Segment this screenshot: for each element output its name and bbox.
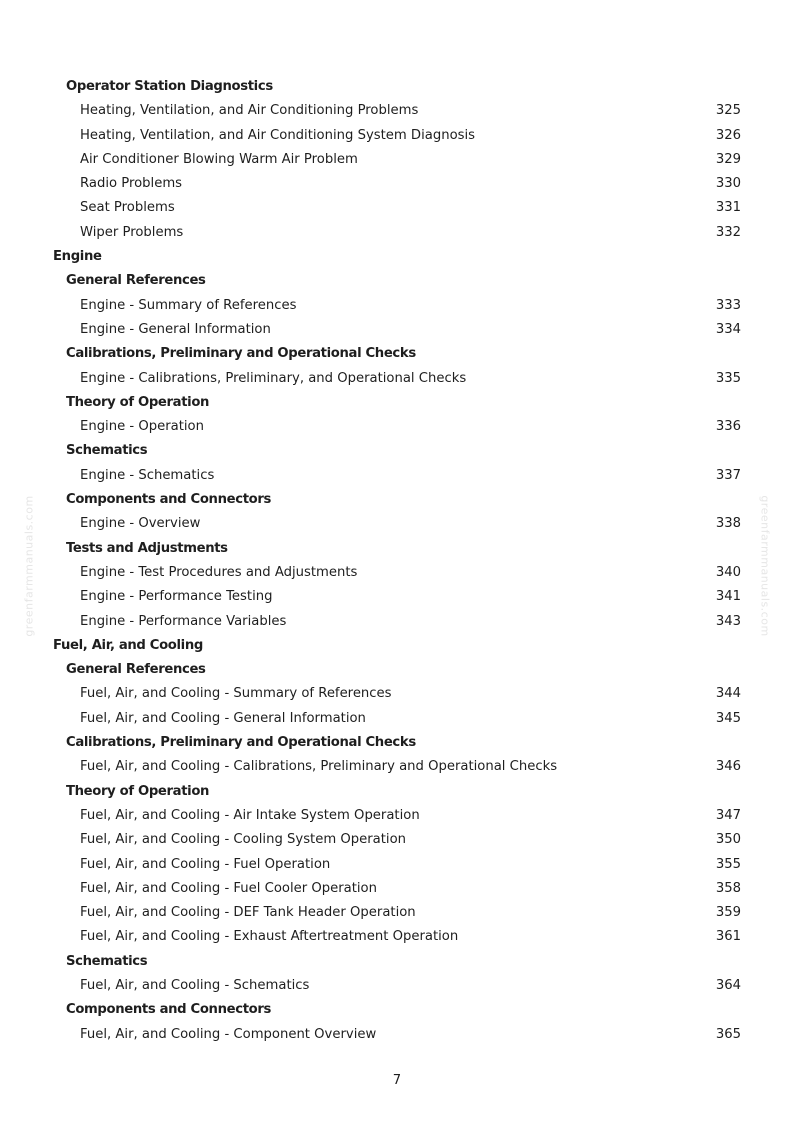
toc-entry[interactable]	[0, 755, 794, 779]
toc-section-heading	[0, 731, 794, 755]
toc-entry[interactable]	[0, 415, 794, 439]
toc-entry-title: Fuel, Air, and Cooling - Cooling System Operation	[80, 832, 407, 848]
toc-entry-page: 336	[715, 419, 741, 435]
watermark-right: greenfarmmanuals.com	[758, 495, 772, 637]
toc-entry-page: 332	[715, 224, 741, 240]
toc-entry-title: Fuel, Air, and Cooling - Schematics	[80, 977, 310, 993]
toc-entry-title: Engine - Performance Testing	[80, 589, 273, 605]
toc-entry[interactable]	[0, 561, 794, 585]
toc-entry-page: 337	[715, 467, 741, 483]
toc-entry-title: Engine	[53, 249, 102, 265]
toc-entry-title: Seat Problems	[80, 200, 175, 216]
toc-section-heading	[0, 488, 794, 512]
toc-entry[interactable]	[0, 828, 794, 852]
toc-entry[interactable]	[0, 853, 794, 877]
toc-entry-page: 345	[715, 710, 741, 726]
toc-chapter-heading	[0, 245, 794, 269]
toc-entry[interactable]	[0, 148, 794, 172]
toc-entry-title: Wiper Problems	[80, 224, 184, 240]
toc-section-heading	[0, 342, 794, 366]
toc-entry-page: 341	[715, 589, 741, 605]
toc-section-heading	[0, 950, 794, 974]
toc-entry-title: Fuel, Air, and Cooling - Exhaust Aftertreatment Operation	[80, 929, 459, 945]
toc-entry-title: Fuel, Air, and Cooling - Fuel Cooler Operation	[80, 880, 377, 896]
toc-entry-title: Fuel, Air, and Cooling - DEF Tank Header Operation	[80, 905, 416, 921]
toc-entry[interactable]	[0, 367, 794, 391]
toc-entry-title: Radio Problems	[80, 176, 183, 192]
toc-entry[interactable]	[0, 925, 794, 949]
toc-entry-page: 331	[715, 200, 741, 216]
toc-entry-title: Engine - Schematics	[80, 467, 215, 483]
toc-entry-page: 359	[715, 905, 741, 921]
toc-entry-title: Air Conditioner Blowing Warm Air Problem	[80, 151, 358, 167]
toc-entry-page: 333	[715, 297, 741, 313]
toc-entry-page: 347	[715, 807, 741, 823]
toc-section-heading	[0, 391, 794, 415]
toc-section-heading	[0, 269, 794, 293]
toc-entry-title: Engine - Summary of References	[80, 297, 297, 313]
toc-entry-title: Schematics	[66, 443, 148, 459]
toc-entry-title: Operator Station Diagnostics	[66, 79, 273, 94]
toc-entry-page: 335	[715, 370, 741, 386]
toc-entry[interactable]	[0, 172, 794, 196]
toc-entry-title: General References	[66, 662, 206, 678]
toc-entry-title: Theory of Operation	[66, 783, 210, 799]
table-of-contents	[0, 75, 794, 1047]
toc-entry-title: Theory of Operation	[66, 394, 210, 410]
toc-section-heading	[0, 780, 794, 804]
toc-entry-title: Calibrations, Preliminary and Operational Checks	[66, 346, 416, 362]
toc-entry[interactable]	[0, 221, 794, 245]
toc-entry-title: Engine - Operation	[80, 419, 204, 435]
toc-entry-title: Components and Connectors	[66, 1002, 272, 1018]
toc-entry[interactable]	[0, 1023, 794, 1047]
toc-entry-page: 325	[715, 103, 741, 119]
toc-entry[interactable]	[0, 99, 794, 123]
watermark-left: greenfarmmanuals.com	[22, 495, 36, 637]
toc-entry[interactable]	[0, 707, 794, 731]
toc-entry-page: 355	[715, 856, 741, 872]
toc-entry-page: 334	[715, 321, 741, 337]
toc-section-heading	[0, 537, 794, 561]
toc-section-heading	[0, 658, 794, 682]
toc-entry[interactable]	[0, 196, 794, 220]
toc-entry-title: Fuel, Air, and Cooling - General Information	[80, 710, 366, 726]
toc-entry[interactable]	[0, 877, 794, 901]
toc-entry-title: Components and Connectors	[66, 492, 272, 508]
toc-chapter-heading	[0, 634, 794, 658]
toc-entry-title: Fuel, Air, and Cooling - Component Overview	[80, 1026, 377, 1042]
toc-entry-title: Engine - Overview	[80, 516, 201, 532]
toc-entry-page: 365	[715, 1026, 741, 1042]
page-number: 7	[392, 1073, 402, 1088]
toc-section-heading	[0, 439, 794, 463]
toc-entry[interactable]	[0, 804, 794, 828]
toc-entry[interactable]	[0, 682, 794, 706]
toc-entry-title: Calibrations, Preliminary and Operational Checks	[66, 735, 416, 751]
toc-entry-title: Engine - Performance Variables	[80, 613, 287, 629]
toc-entry-title: Fuel, Air, and Cooling	[53, 637, 203, 653]
toc-entry-title: General References	[66, 273, 206, 289]
toc-entry-page: 338	[715, 516, 741, 532]
toc-entry-page: 344	[715, 686, 741, 702]
toc-entry-page: 350	[715, 832, 741, 848]
toc-entry[interactable]	[0, 512, 794, 536]
toc-entry-title: Heating, Ventilation, and Air Conditioning Problems	[80, 103, 419, 119]
toc-entry[interactable]	[0, 294, 794, 318]
toc-entry-title: Fuel, Air, and Cooling - Summary of References	[80, 686, 392, 702]
toc-entry-page: 330	[715, 176, 741, 192]
toc-entry-title: Fuel, Air, and Cooling - Fuel Operation	[80, 856, 331, 872]
toc-entry-title: Tests and Adjustments	[66, 540, 228, 556]
toc-section-heading	[0, 998, 794, 1022]
toc-entry[interactable]	[0, 318, 794, 342]
toc-section-heading	[0, 75, 794, 99]
toc-entry[interactable]	[0, 585, 794, 609]
toc-entry-page: 358	[715, 880, 741, 896]
toc-entry-title: Engine - Calibrations, Preliminary, and Operational Checks	[80, 370, 467, 386]
toc-entry-title: Heating, Ventilation, and Air Conditioning System Diagnosis	[80, 127, 476, 143]
toc-entry-title: Fuel, Air, and Cooling - Calibrations, Preliminary and Operational Checks	[80, 759, 558, 775]
toc-entry[interactable]	[0, 901, 794, 925]
toc-entry-title: Engine - General Information	[80, 321, 271, 337]
toc-entry-page: 346	[715, 759, 741, 775]
toc-entry-page: 340	[715, 564, 741, 580]
toc-entry-page: 361	[715, 929, 741, 945]
toc-entry-page: 326	[715, 127, 741, 143]
toc-entry[interactable]	[0, 610, 794, 634]
toc-entry-page: 343	[715, 613, 741, 629]
toc-entry[interactable]	[0, 974, 794, 998]
toc-entry-title: Schematics	[66, 953, 148, 969]
toc-entry-page: 329	[715, 151, 741, 167]
toc-entry[interactable]	[0, 464, 794, 488]
toc-entry[interactable]	[0, 124, 794, 148]
toc-entry-title: Fuel, Air, and Cooling - Air Intake System Operation	[80, 807, 420, 823]
toc-entry-page: 364	[715, 977, 741, 993]
toc-entry-title: Engine - Test Procedures and Adjustments	[80, 564, 358, 580]
